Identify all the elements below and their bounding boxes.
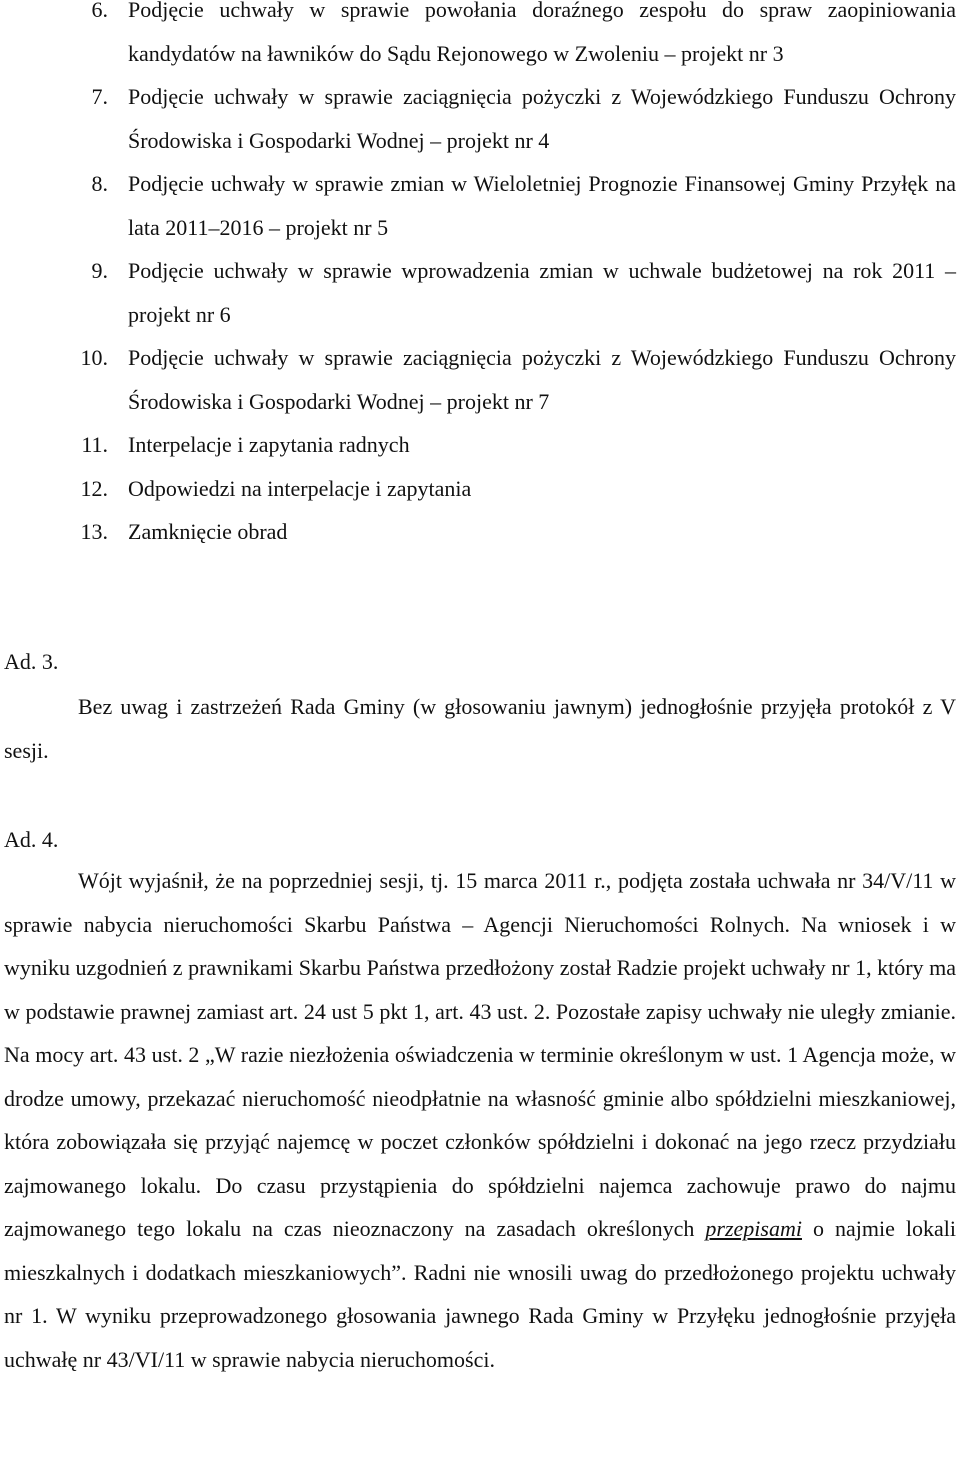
agenda-item-9 (0, 249, 960, 336)
agenda-text: Odpowiedzi na interpelacje i zapytania (128, 475, 472, 501)
agenda-number: 11. (81, 432, 108, 457)
agenda-number: 9. (91, 258, 108, 283)
ad4-paragraph (4, 859, 956, 1381)
ad4-section (4, 859, 956, 1381)
agenda-text: Podjęcie uchwały w sprawie powołania doraźnego zespołu do spraw zaopiniowania kandydatów na ławników do Sądu Rejonowego w Zwoleniu – projekt nr 3 (128, 0, 956, 66)
agenda-item-10 (0, 336, 960, 423)
agenda-item-11 (0, 423, 960, 467)
agenda-text: Zamknięcie obrad (128, 519, 288, 544)
przepisami-link[interactable]: przepisami (705, 1216, 802, 1241)
agenda-number: 6. (91, 0, 108, 22)
agenda-item-6 (0, 0, 960, 75)
agenda-text: Podjęcie uchwały w sprawie zmian w Wieloletniej Prognozie Finansowej Gminy Przyłęk na lata 2011–2016 – projekt nr 5 (128, 171, 956, 240)
ad4-paragraph-part1: Wójt wyjaśnił, że na poprzedniej sesji, tj. 15 marca 2011 r., podjęta została uchwała nr 34/V/11 w sprawie nabycia nieruchomości Skarbu Państwa – Agencji Nieruchomości Rolnych. Na wniosek i w wyniku uzgodnień z prawnikami Skarbu Państwa przedłożony został Radzie projekt uchwały nr 1, który ma w podstawie prawnej zamiast art. 24 ust 5 pkt 1, art. 43 ust. 2. Pozostałe zapisy uchwały nie uległy zmianie. Na mocy art. 43 ust. 2 „W razie niezłożenia oświadczenia w terminie określonym w ust. 1 Agencja może, w drodze umowy, przekazać nieruchomość nieodpłatnie na własność gminie albo spółdzielni mieszkaniowej, która zobowiązała się przyjąć najemcę w poczet członków spółdzielni i dokonać na jego rzecz przydziału zajmowanego lokalu. Do czasu przystąpienia do spółdzielni najemca zachowuje prawo do najmu zajmowanego tego lokalu na czas nieoznaczony na zasadach określonych (4, 868, 956, 1241)
agenda-number: 13. (80, 519, 108, 544)
agenda-number: 10. (80, 345, 108, 370)
agenda-item-7 (0, 75, 960, 162)
agenda-text: Podjęcie uchwały w sprawie zaciągnięcia pożyczki z Wojewódzkiego Funduszu Ochrony Środowiska i Gospodarki Wodnej – projekt nr 4 (128, 84, 956, 153)
ad3-paragraph: Bez uwag i zastrzeżeń Rada Gminy (w głosowaniu jawnym) jednogłośnie przyjęła protokół z V sesji. (4, 694, 956, 763)
agenda-item-8 (0, 162, 960, 249)
ad3-heading: Ad. 3. (4, 649, 59, 674)
agenda-list (0, 0, 960, 554)
agenda-number: 7. (91, 84, 108, 109)
agenda-item-13 (0, 510, 960, 554)
agenda-item-12 (0, 467, 960, 511)
ad4-paragraph-part2: o najmie lokali mieszkalnych i dodatkach mieszkaniowych”. Radni nie wnosili uwag do przedłożonego projektu uchwały nr 1. W wyniku przeprowadzonego głosowania jawnego Rada Gminy w Przyłęku jednogłośnie przyjęła uchwałę nr 43/VI/11 w sprawie nabycia nieruchomości. (4, 1216, 956, 1372)
ad3-section (4, 685, 956, 772)
agenda-text: Interpelacje i zapytania radnych (128, 432, 410, 457)
agenda-number: 12. (80, 475, 108, 501)
agenda-text: Podjęcie uchwały w sprawie wprowadzenia zmian w uchwale budżetowej na rok 2011 – projekt nr 6 (128, 258, 956, 327)
agenda-number: 8. (91, 171, 108, 196)
agenda-text: Podjęcie uchwały w sprawie zaciągnięcia pożyczki z Wojewódzkiego Funduszu Ochrony Środowiska i Gospodarki Wodnej – projekt nr 7 (128, 345, 956, 414)
ad4-heading: Ad. 4. (4, 827, 59, 852)
